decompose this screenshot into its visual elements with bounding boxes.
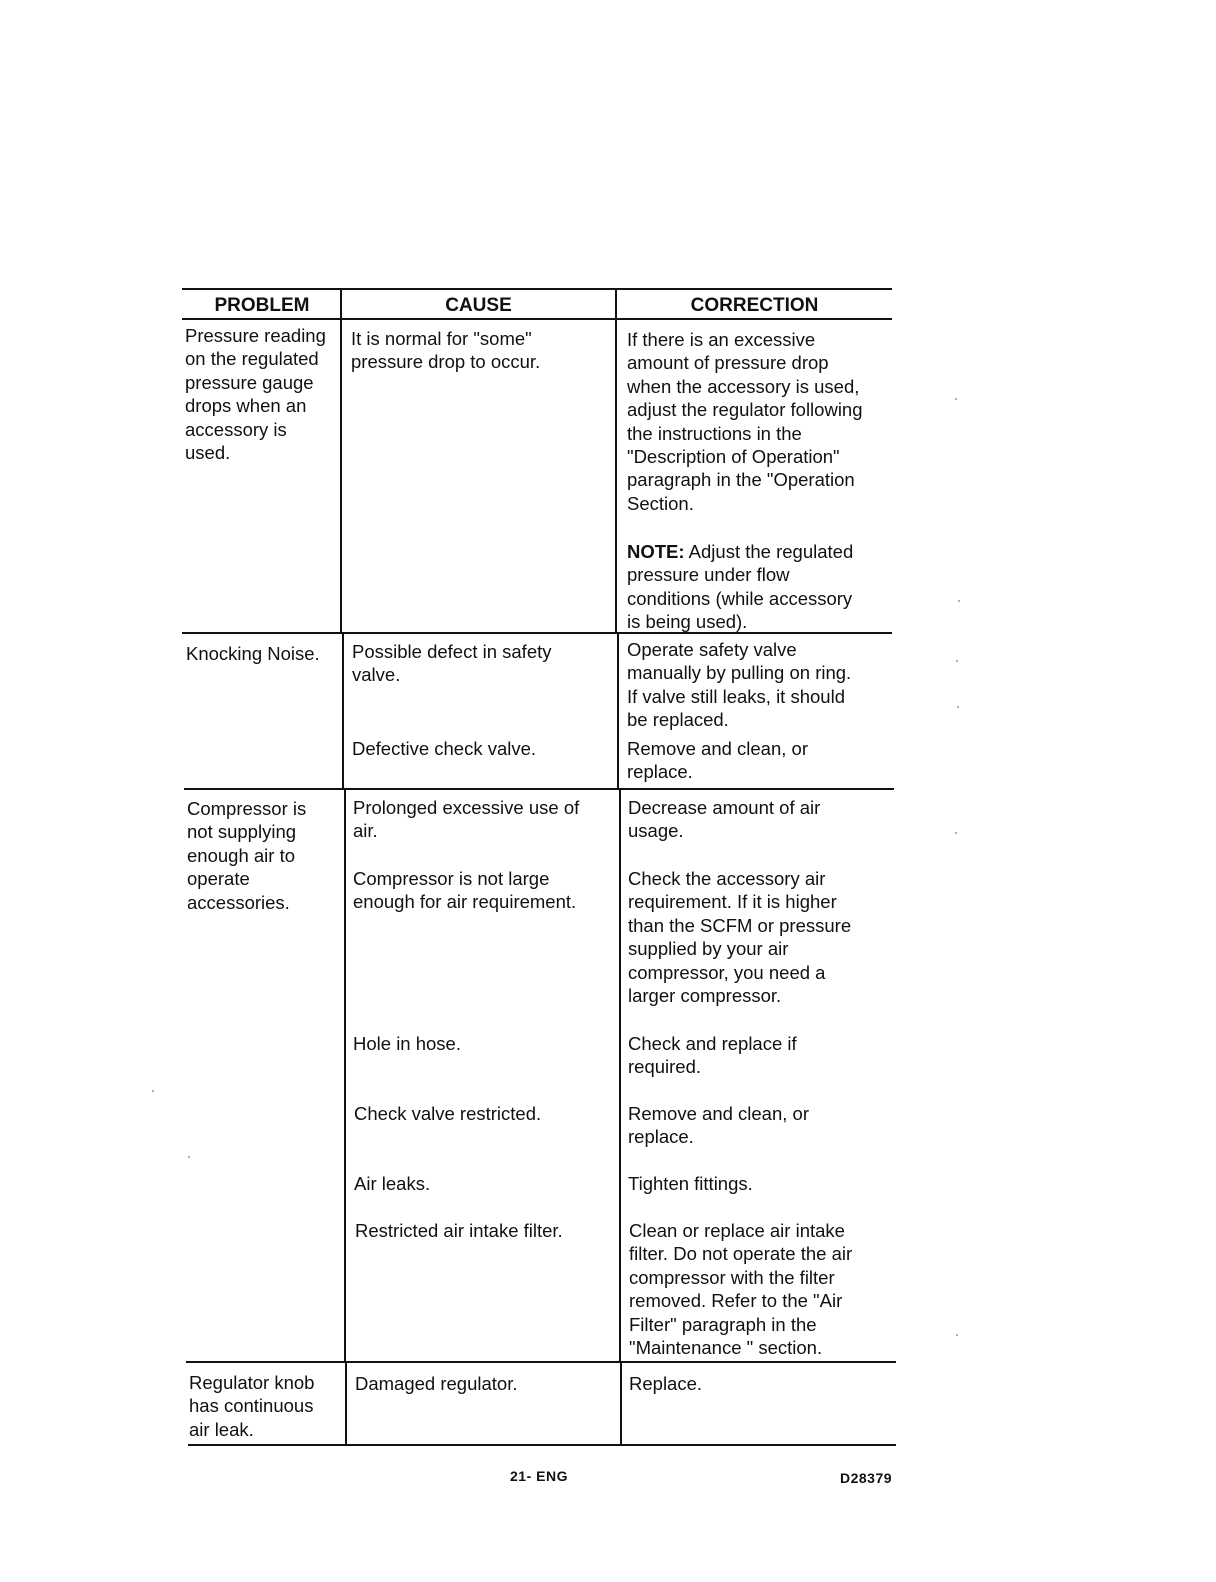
note-label: NOTE: <box>627 541 685 562</box>
column-divider-2 <box>619 789 621 1362</box>
table-bottom-rule <box>188 1444 896 1446</box>
cause-cell: Compressor is not large enough for air requirement. <box>353 868 577 913</box>
scan-speck <box>958 600 960 602</box>
problem-cell: Knocking Noise. <box>186 643 320 664</box>
header-cause: CAUSE <box>445 295 512 316</box>
correction-cell: Check the accessory air requirement. If it is higher than the SCFM or pressure supplied by your air compressor, you need a larger compressor. <box>628 868 852 1007</box>
column-divider-1 <box>345 1362 347 1445</box>
note-text: Adjust the regulated pressure under flow conditions (while accessory is being used). <box>627 541 854 633</box>
scan-speck <box>956 1334 958 1336</box>
correction-cell: If there is an excessive amount of pressure drop when the accessory is used, adjust the regulator following the instructions in the "Description of Operation" paragraph in the "Operation Section. <box>627 329 863 514</box>
row-divider <box>186 1361 896 1363</box>
cause-cell: Damaged regulator. <box>355 1373 518 1394</box>
scan-speck <box>955 832 957 834</box>
problem-cell: Compressor is not supplying enough air to operate accessories. <box>187 798 307 913</box>
correction-cell: Remove and clean, or replace. <box>628 1103 809 1148</box>
cause-cell: Air leaks. <box>354 1173 431 1194</box>
row-divider <box>184 788 894 790</box>
correction-cell: Decrease amount of air usage. <box>628 797 821 842</box>
correction-cell: Remove and clean, or replace. <box>627 738 808 783</box>
correction-cell: Replace. <box>629 1373 703 1394</box>
cause-cell: Check valve restricted. <box>354 1103 542 1124</box>
cause-cell: Restricted air intake filter. <box>355 1220 563 1241</box>
problem-cell: Regulator knob has continuous air leak. <box>189 1372 315 1440</box>
cause-cell: Possible defect in safety valve. <box>352 641 552 686</box>
scan-speck <box>957 706 959 708</box>
scan-speck <box>152 1090 154 1092</box>
cause-cell: It is normal for "some" pressure drop to occur. <box>351 328 541 373</box>
column-divider-2 <box>617 633 619 789</box>
scan-speck <box>956 660 958 662</box>
column-divider-2 <box>615 289 617 633</box>
header-correction: CORRECTION <box>690 295 819 316</box>
column-divider-1 <box>340 289 342 633</box>
column-divider-1 <box>342 633 344 789</box>
scan-speck <box>188 1156 190 1158</box>
cause-cell: Defective check valve. <box>352 738 537 759</box>
header-problem: PROBLEM <box>214 295 310 316</box>
problem-cell: Pressure reading on the regulated pressure gauge drops when an accessory is used. <box>185 325 326 464</box>
note-cell <box>627 540 853 634</box>
cause-cell: Prolonged excessive use of air. <box>353 797 580 842</box>
table-top-rule <box>182 288 892 290</box>
column-divider-2 <box>620 1362 622 1445</box>
scan-speck <box>955 398 957 400</box>
column-divider-1 <box>344 789 346 1362</box>
correction-cell: Check and replace if required. <box>628 1033 797 1078</box>
cause-cell: Hole in hose. <box>353 1033 461 1054</box>
document-code: D28379 <box>840 1470 893 1486</box>
page-number: 21- ENG <box>510 1468 568 1484</box>
header-bottom-rule <box>182 318 892 320</box>
correction-cell: Tighten fittings. <box>628 1173 753 1194</box>
correction-cell: Operate safety valve manually by pulling on ring. If valve still leaks, it should be replaced. <box>627 639 852 731</box>
correction-cell: Clean or replace air intake filter. Do not operate the air compressor with the filter removed. Refer to the "Air Filter" paragraph in the "Maintenance " section. <box>629 1220 853 1359</box>
